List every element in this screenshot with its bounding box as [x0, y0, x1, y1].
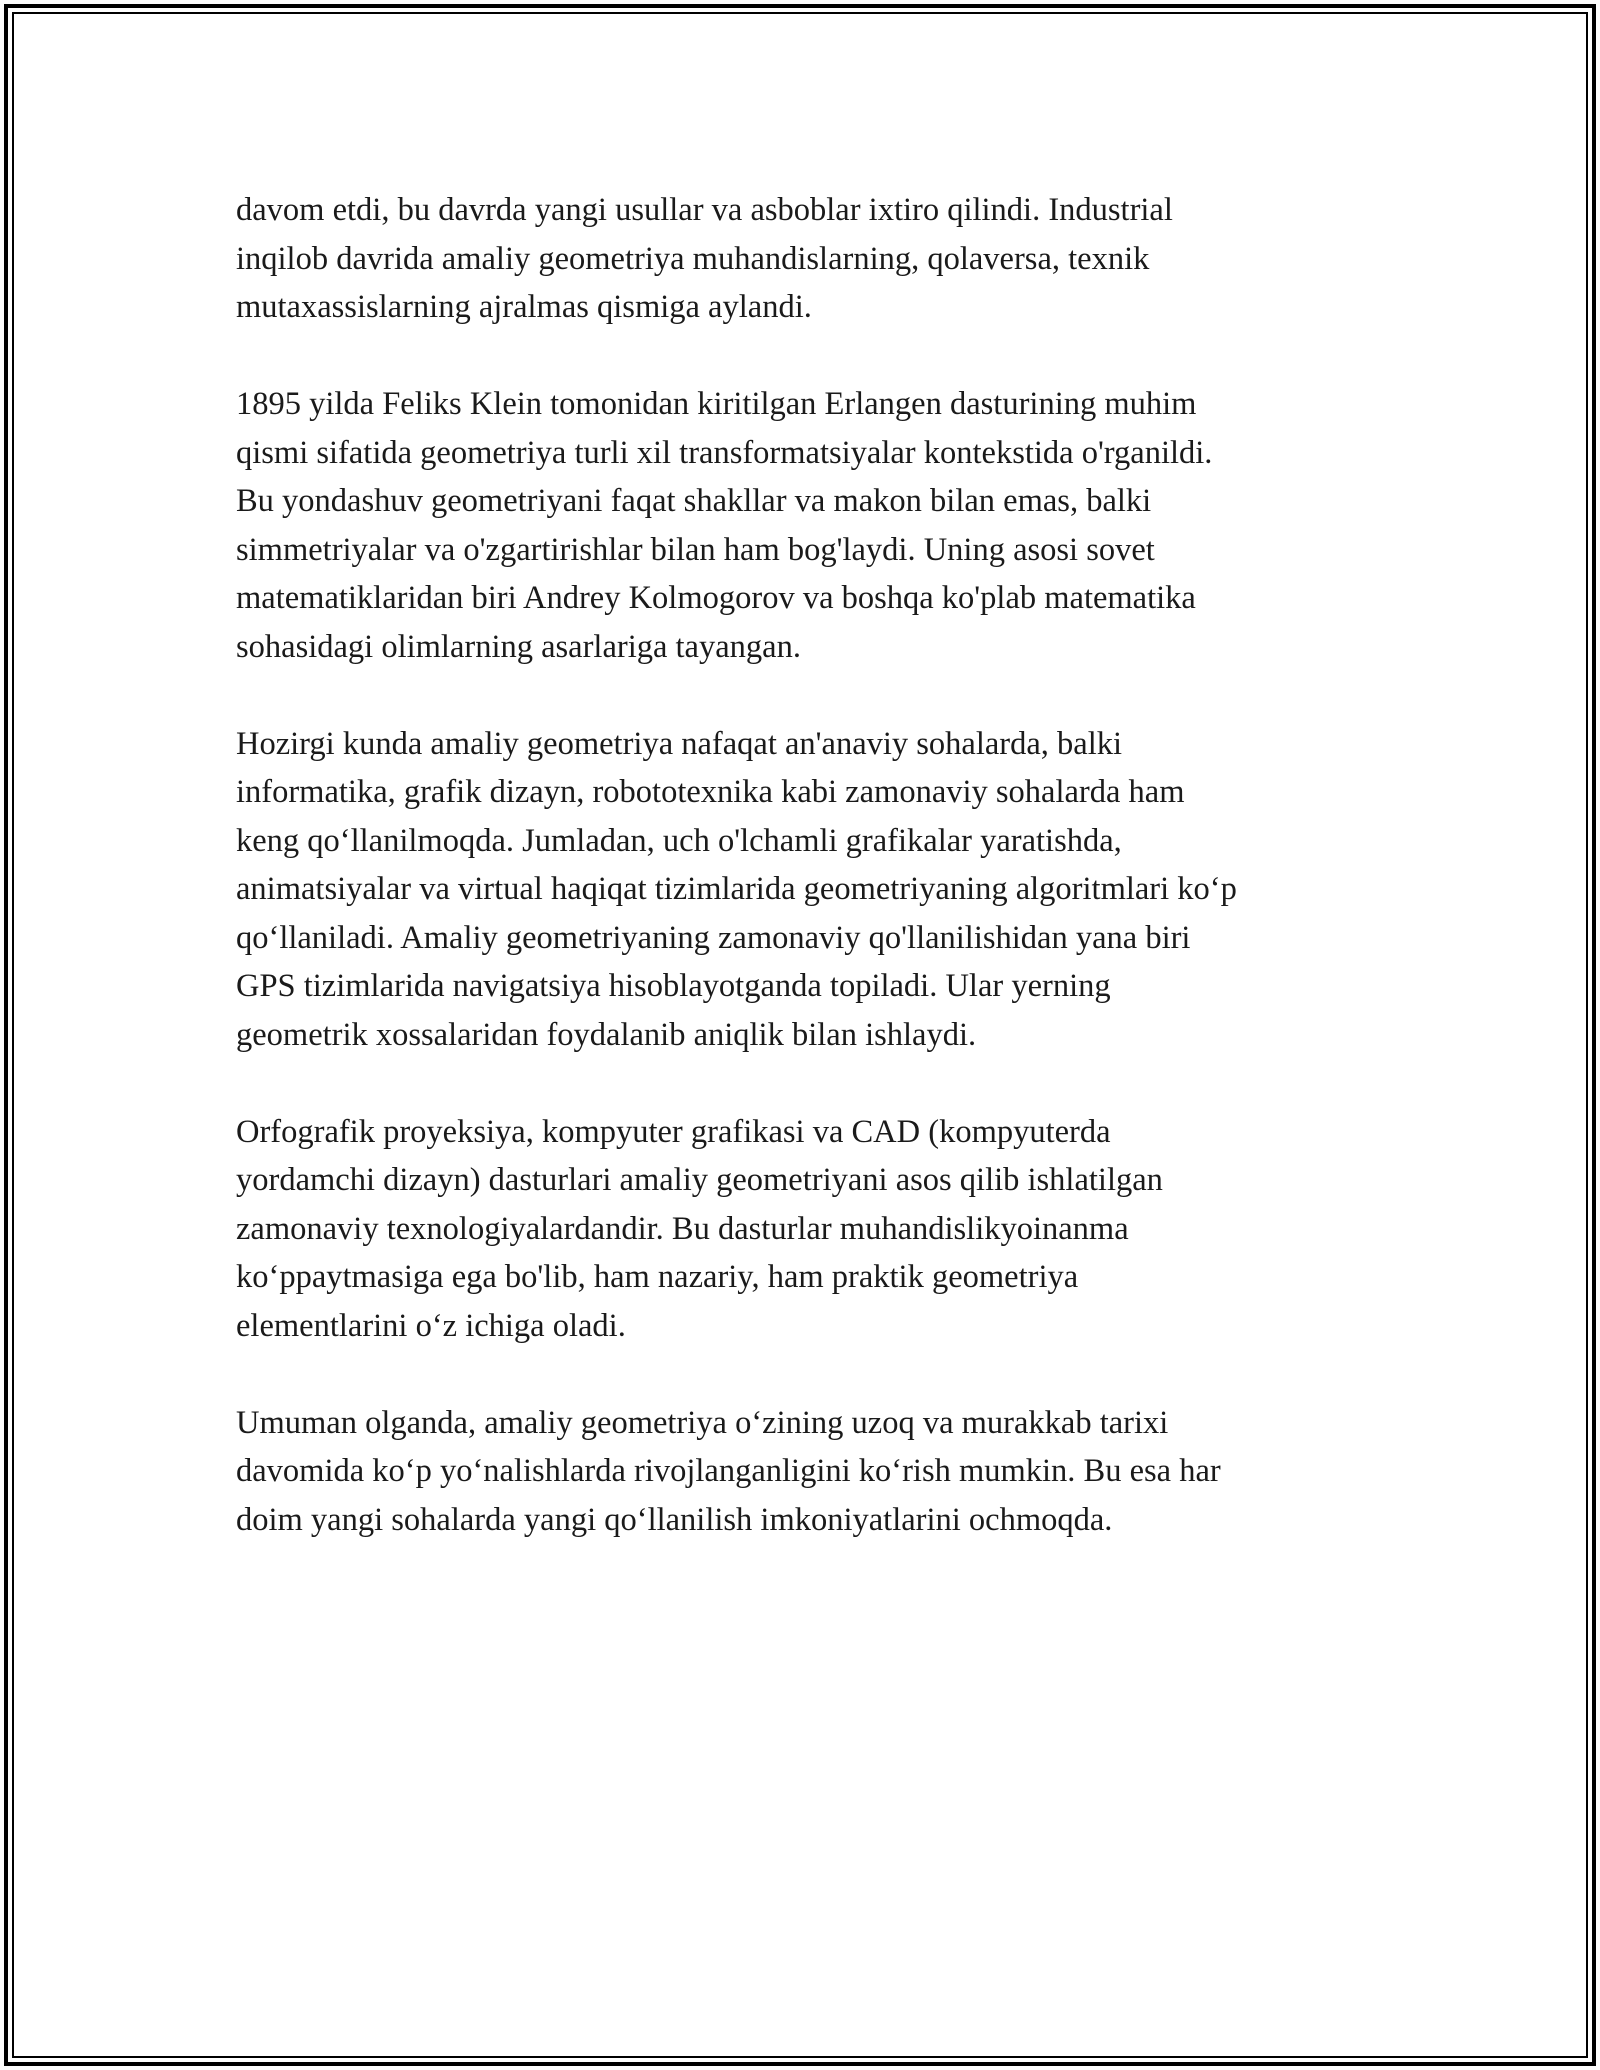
text-line: davom etdi, bu davrda yangi usullar va asboblar ixtiro qilindi. Industrial [236, 192, 1173, 228]
text-line: animatsiyalar va virtual haqiqat tizimlarida geometriyaning algoritmlari ko‘p [236, 871, 1237, 907]
text-line: geometrik xossalaridan foydalanib aniqlik bilan ishlaydi. [236, 1016, 977, 1053]
text-line: sohasidagi olimlarning asarlariga tayangan. [236, 628, 801, 665]
paragraph-5 [236, 1399, 1376, 1545]
text-line: matematiklaridan biri Andrey Kolmogorov va boshqa ko'plab matematika [236, 580, 1196, 616]
text-line: keng qo‘llanilmoqda. Jumladan, uch o'lchamli grafikalar yaratishda, [236, 822, 1122, 859]
text-line: GPS tizimlarida navigatsiya hisoblayotganda topiladi. Ular yerning [236, 968, 1111, 1004]
paragraph-2 [236, 380, 1376, 671]
text-line: Orfografik proyeksiya, kompyuter grafikasi va CAD (kompyuterda [236, 1113, 1111, 1150]
text-line: doim yangi sohalarda yangi qo‘llanilish imkoniyatlarini ochmoqda. [236, 1501, 1113, 1538]
text-line: zamonaviy texnologiyalardandir. Bu dasturlar muhandislikyoinanma [236, 1210, 1129, 1247]
text-line: informatika, grafik dizayn, robototexnika kabi zamonaviy sohalarda ham [236, 774, 1185, 810]
paragraph-3 [236, 720, 1376, 1060]
text-line: Umuman olganda, amaliy geometriya o‘zining uzoq va murakkab tarixi [236, 1404, 1169, 1441]
text-line: Hozirgi kunda amaliy geometriya nafaqat an'anaviy sohalarda, balki [236, 725, 1123, 762]
text-line: qismi sifatida geometriya turli xil transformatsiyalar kontekstida o'rganildi. [236, 434, 1213, 471]
text-line: 1895 yilda Feliks Klein tomonidan kiritilgan Erlangen dasturining muhim [236, 386, 1197, 422]
text-line: qo‘llaniladi. Amaliy geometriyaning zamonaviy qo'llanilishidan yana biri [236, 919, 1191, 956]
text-line: elementlarini o‘z ichiga oladi. [236, 1307, 626, 1344]
paragraph-4 [236, 1108, 1376, 1351]
text-line: yordamchi dizayn) dasturlari amaliy geometriyani asos qilib ishlatilgan [236, 1162, 1163, 1198]
text-line: inqilob davrida amaliy geometriya muhandislarning, qolaversa, texnik [236, 240, 1150, 277]
text-line: mutaxassislarning ajralmas qismiga aylandi. [236, 289, 812, 325]
text-line: davomida ko‘p yo‘nalishlarda rivojlanganligini ko‘rish mumkin. Bu esa har [236, 1453, 1221, 1489]
text-line: simmetriyalar va o'zgartirishlar bilan ham bog'laydi. Uning asosi sovet [236, 531, 1155, 568]
text-line: ko‘ppaytmasiga ega bo'lib, ham nazariy, ham praktik geometriya [236, 1259, 1079, 1295]
paragraph-1 [236, 186, 1376, 332]
text-line: Bu yondashuv geometriyani faqat shakllar va makon bilan emas, balki [236, 483, 1152, 519]
document-body [236, 186, 1376, 1593]
